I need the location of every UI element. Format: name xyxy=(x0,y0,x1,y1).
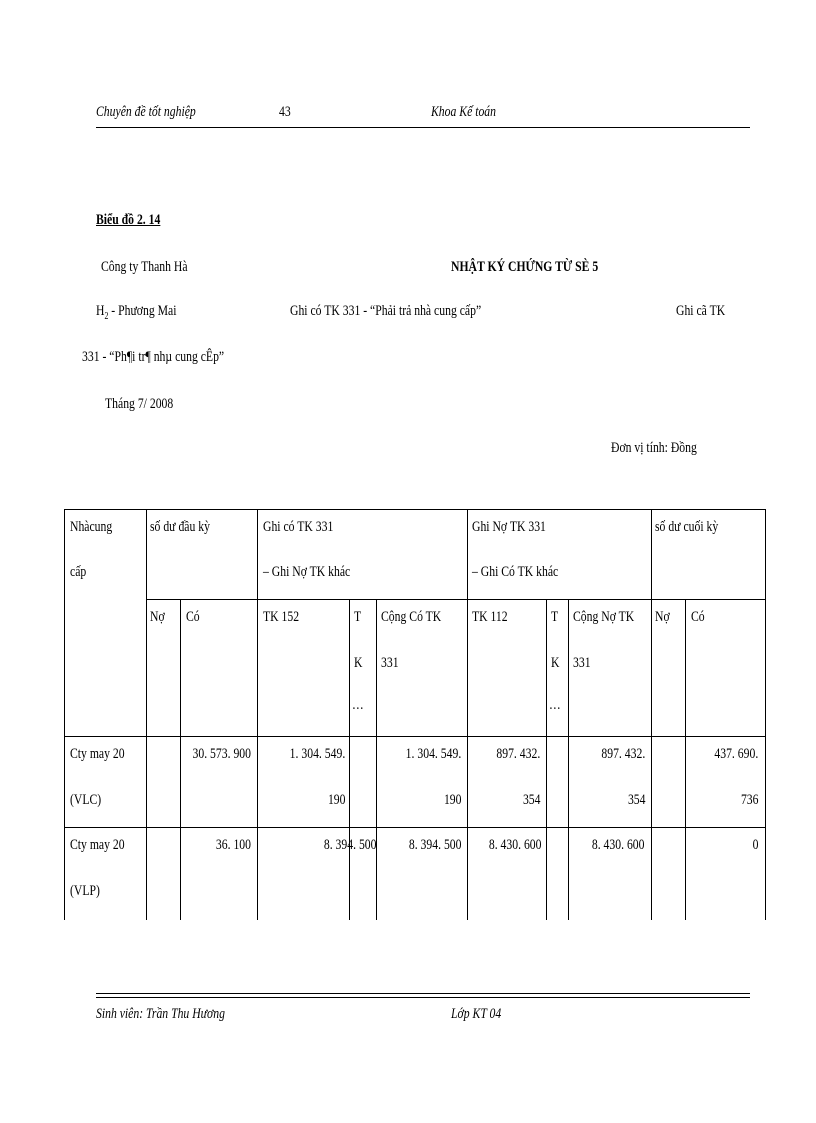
row-tk152-1: 1. 304. 549. xyxy=(289,746,345,762)
footer-rule-bottom xyxy=(96,997,750,998)
journal-title: NHẬT KÝ CHỨNG TỪ SÈ 5 xyxy=(451,259,599,275)
subheader-tk-debit-1: T xyxy=(551,609,559,625)
credit-line-garbled-b: 331 - “Ph¶i tr¶ nhµ cung cÊp” xyxy=(82,349,225,365)
header-credit-2: – Ghi Nợ TK khác xyxy=(263,564,351,580)
row-total-debit-1: 897. 432. xyxy=(601,746,645,762)
subheader-tk152: TK 152 xyxy=(263,609,300,625)
row-tk112-1: 8. 430. 600 xyxy=(488,837,541,853)
row-closing-co-1: 437. 690. xyxy=(714,746,758,762)
company-address: $H_2$ - Phương Mai xyxy=(96,303,177,322)
footer-student: Sinh viên: Trần Thu Hương xyxy=(96,1006,225,1022)
unit: Đơn vị tính: Đồng xyxy=(611,440,697,456)
company-name: Công ty Thanh Hà xyxy=(101,259,188,275)
row-total-credit-2: 190 xyxy=(443,792,461,808)
row-supplier-name-2: (VLC) xyxy=(70,792,102,808)
header-page-number: 43 xyxy=(279,104,291,120)
row-supplier-name-2: (VLP) xyxy=(70,883,100,899)
subheader-total-debit-1: Cộng Nợ TK xyxy=(573,609,635,625)
row-total-debit-2: 354 xyxy=(627,792,645,808)
subheader-total-credit-2: 331 xyxy=(381,655,399,671)
header-left: Chuyên đề tốt nghiệp xyxy=(96,104,196,120)
header-supplier-1: Nhàcung xyxy=(70,519,113,535)
row-closing-co-2: 736 xyxy=(740,792,758,808)
row-total-credit-1: 1. 304. 549. xyxy=(405,746,461,762)
footer-class: Lớp KT 04 xyxy=(451,1006,502,1022)
header-rule xyxy=(96,127,750,128)
subheader-opening-no: Nợ xyxy=(150,609,165,625)
subheader-tk-debit-2: K xyxy=(551,655,560,671)
credit-line: Ghi có TK 331 - “Phải trả nhà cung cấp” xyxy=(290,303,482,319)
header-debit-2: – Ghi Có TK khác xyxy=(472,564,559,580)
row-tk152-1: 8. 394. 500 xyxy=(323,837,376,853)
header-credit-1: Ghi có TK 331 xyxy=(263,519,334,535)
header-supplier-2: cấp xyxy=(70,564,87,580)
row-tk112-1: 897. 432. xyxy=(496,746,540,762)
subheader-tk112: TK 112 xyxy=(472,609,508,625)
row-supplier-name-1: Cty may 20 xyxy=(70,746,125,762)
subheader-closing-co: Có xyxy=(691,609,705,625)
header-right: Khoa Kế toán xyxy=(431,104,497,120)
subheader-tk-debit-3: … xyxy=(549,697,561,713)
row-closing-co-1: 0 xyxy=(752,837,758,853)
month: Tháng 7/ 2008 xyxy=(105,396,174,412)
row-tk152-2: 190 xyxy=(327,792,345,808)
header-debit-1: Ghi Nợ TK 331 xyxy=(472,519,546,535)
row-supplier-name-1: Cty may 20 xyxy=(70,837,125,853)
subheader-total-credit-1: Cộng Có TK xyxy=(381,609,442,625)
row-total-debit-1: 8. 430. 600 xyxy=(591,837,644,853)
header-closing-balance: số dư cuối kỳ xyxy=(655,519,719,535)
credit-line-garbled-a: Ghi cã TK xyxy=(676,303,726,319)
subheader-closing-no: Nợ xyxy=(655,609,670,625)
row-opening-co: 30. 573. 900 xyxy=(192,746,251,762)
footer-rule-top xyxy=(96,993,750,994)
row-tk112-2: 354 xyxy=(522,792,540,808)
subheader-total-debit-2: 331 xyxy=(573,655,591,671)
header-opening-balance: số dư đầu kỳ xyxy=(150,519,210,535)
row-opening-co: 36. 100 xyxy=(215,837,251,853)
row-total-credit-1: 8. 394. 500 xyxy=(408,837,461,853)
figure-label: Biểu đồ 2. 14 xyxy=(96,212,161,228)
subheader-tk-credit-1: T xyxy=(354,609,362,625)
subheader-tk-credit-3: … xyxy=(352,697,364,713)
subheader-opening-co: Có xyxy=(186,609,200,625)
subheader-tk-credit-2: K xyxy=(354,655,363,671)
